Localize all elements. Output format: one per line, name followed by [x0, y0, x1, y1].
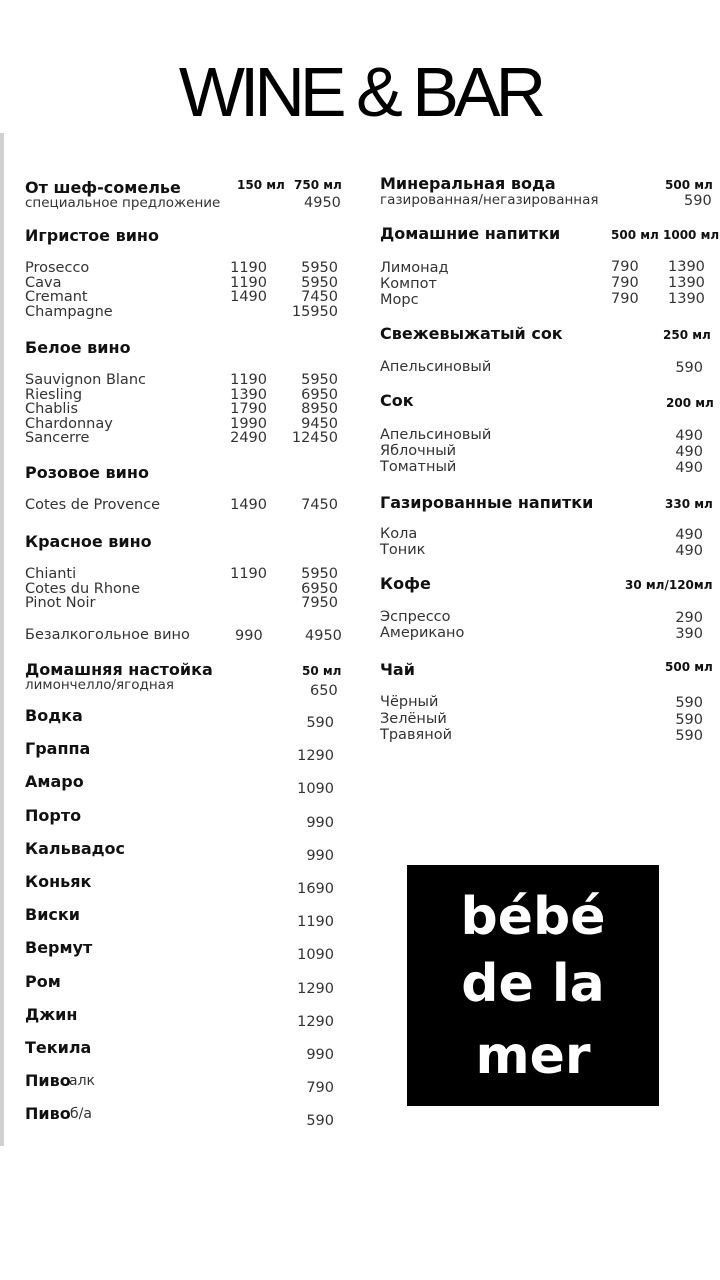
tea-vol: 500 мл	[665, 660, 713, 674]
spirit-price: 1090	[297, 781, 334, 798]
spirit-name: Пиво	[25, 1104, 71, 1124]
spirit-price: 1290	[297, 1013, 334, 1030]
col-header-150: 150 мл	[237, 178, 285, 192]
spirit-price: 990	[306, 1047, 334, 1063]
section-nastoyka-title: Домашняя настойка	[25, 660, 213, 679]
list-item-price: 590	[675, 728, 703, 744]
col-header-750: 750 мл	[294, 178, 342, 192]
list-item-name: Prosecco	[25, 260, 90, 276]
list-item-price-150: 2490	[230, 430, 267, 446]
list-item-price-750: 7450	[301, 497, 338, 513]
list-item-name: Компот	[380, 276, 437, 292]
spirit-price: 990	[306, 814, 334, 831]
spirit-name: Водка	[25, 706, 83, 725]
section-sparkling-title: Игристое вино	[25, 226, 159, 245]
list-item-price: 590	[675, 711, 703, 728]
list-item-name: Травяной	[380, 727, 452, 743]
list-item-price-750: 7950	[301, 595, 338, 611]
spirit-price: 1290	[297, 980, 334, 997]
list-item-name: Чёрный	[380, 694, 439, 710]
spirit-name: Пиво	[25, 1071, 71, 1091]
list-item-price: 290	[675, 610, 703, 626]
list-item-name: Chianti	[25, 566, 77, 582]
list-item-price: 490	[675, 543, 703, 559]
left-edge-divider	[0, 133, 4, 1146]
spirit-price: 590	[306, 715, 334, 731]
spirit-price: 1190	[297, 914, 334, 931]
logo-line-2: de la	[461, 954, 605, 1014]
spirit-name: Амаро	[25, 772, 84, 792]
spirit-name: Коньяк	[25, 872, 92, 891]
list-item-price-750: 5950	[301, 274, 338, 291]
section-water-title: Минеральная вода	[380, 174, 556, 193]
spirit-name: Граппа	[25, 739, 91, 759]
list-item-price: 490	[675, 527, 703, 543]
nonalc-wine-price2: 4950	[305, 628, 342, 644]
spirit-name: Вермут	[25, 938, 93, 958]
list-item-price-150: 1390	[230, 386, 267, 403]
list-item-price: 490	[675, 460, 703, 476]
list-item-price-750: 5950	[301, 372, 338, 388]
list-item-price-500: 790	[611, 275, 639, 291]
list-item-price-500: 790	[611, 259, 639, 275]
list-item-name: Cotes de Provence	[25, 497, 161, 513]
juice-vol: 200 мл	[666, 396, 714, 410]
list-item-price-150: 1190	[230, 260, 267, 276]
page-title: WINE & BAR	[178, 53, 542, 131]
spirit-price: 1090	[297, 947, 334, 964]
list-item-price-150: 1990	[230, 415, 267, 432]
list-item-name: Riesling	[25, 386, 83, 403]
list-item-name: Cava	[25, 274, 62, 291]
list-item-name: Эспрессо	[380, 609, 451, 625]
list-item-price-150: 1190	[230, 566, 267, 582]
list-item-price: 390	[675, 626, 703, 642]
section-sommelier-title: От шеф-сомелье	[25, 178, 181, 197]
list-item-price-1000: 1390	[668, 291, 705, 307]
list-item-price-150: 1790	[230, 401, 267, 417]
section-rose-title: Розовое вино	[25, 463, 149, 482]
coffee-vol: 30 мл/120мл	[625, 578, 713, 592]
spirit-price: 590	[306, 1113, 334, 1130]
nastoyka-sub: лимончелло/ягодная	[25, 677, 175, 693]
list-item-price-750: 6950	[301, 580, 338, 597]
logo-line-1: bébé	[460, 887, 606, 947]
list-item-price-750: 12450	[291, 430, 338, 446]
soda-vol: 330 мл	[665, 497, 713, 511]
list-item-name: Champagne	[25, 303, 113, 320]
list-item-name: Американо	[380, 625, 465, 641]
spirit-suffix: б/а	[70, 1106, 92, 1123]
nastoyka-vol: 50 мл	[302, 664, 342, 678]
list-item-name: Апельсиновый	[380, 427, 492, 443]
list-item-name: Sauvignon Blanc	[25, 372, 146, 388]
nastoyka-price: 650	[310, 683, 338, 699]
list-item-price-750: 5950	[301, 566, 338, 582]
list-item-name: Cotes du Rhone	[25, 580, 141, 597]
list-item-price-500: 790	[611, 291, 639, 307]
section-fresh-title: Свежевыжатый сок	[380, 324, 563, 343]
list-item-price-150: 1190	[230, 372, 267, 388]
list-item-price-750: 15950	[291, 303, 338, 320]
water-sub: газированная/негазированная	[380, 192, 599, 208]
nonalc-wine-price1: 990	[235, 628, 263, 644]
list-item-price-750: 5950	[301, 260, 338, 276]
spirit-price: 1690	[297, 881, 334, 897]
list-item-name: Томатный	[380, 459, 457, 475]
list-item-name: Зелёный	[380, 710, 447, 727]
list-item-price: 590	[675, 360, 703, 376]
section-soda-title: Газированные напитки	[380, 493, 594, 512]
spirit-name: Ром	[25, 971, 61, 991]
section-juice-title: Сок	[380, 391, 414, 410]
list-item-price-750: 7450	[301, 289, 338, 305]
list-item-name: Тоник	[380, 542, 426, 558]
spirit-suffix: алк	[69, 1073, 95, 1090]
list-item-name: Апельсиновый	[380, 359, 492, 375]
list-item-price-750: 6950	[301, 386, 338, 403]
nonalc-wine-name: Безалкогольное вино	[25, 627, 190, 643]
list-item-price-150: 1490	[230, 497, 267, 513]
list-item-price: 490	[675, 444, 703, 460]
list-item-price-750: 8950	[301, 401, 338, 417]
section-home-title: Домашние напитки	[380, 224, 561, 243]
spirit-name: Кальвадос	[25, 838, 126, 858]
list-item-price-150: 1490	[230, 289, 267, 305]
section-red-title: Красное вино	[25, 532, 152, 551]
list-item-name: Лимонад	[380, 260, 449, 276]
list-item-price: 590	[675, 695, 703, 711]
list-item-name: Морс	[380, 292, 419, 308]
list-item-price-1000: 1390	[668, 259, 705, 275]
list-item-name: Кола	[380, 526, 418, 542]
list-item-name: Sancerre	[25, 430, 90, 446]
spirit-price: 790	[306, 1080, 334, 1097]
bebe-de-la-mer-logo	[407, 865, 659, 1106]
spirit-price: 990	[306, 847, 334, 864]
list-item-price-750: 9450	[301, 415, 338, 432]
list-item-name: Pinot Noir	[25, 595, 96, 611]
water-vol: 500 мл	[665, 178, 713, 192]
list-item-price-1000: 1390	[668, 275, 705, 291]
spirit-name: Виски	[25, 905, 80, 925]
spirit-name: Текила	[25, 1038, 92, 1057]
list-item-name: Chablis	[25, 401, 79, 417]
water-price: 590	[684, 193, 712, 209]
list-item-name: Яблочный	[380, 443, 457, 459]
spirit-price: 1290	[297, 748, 334, 765]
section-coffee-title: Кофе	[380, 574, 431, 593]
spirit-name: Порто	[25, 805, 82, 825]
list-item-name: Cremant	[25, 289, 88, 305]
list-item-price: 490	[675, 428, 703, 444]
logo-line-3: mer	[475, 1026, 591, 1086]
section-tea-title: Чай	[380, 660, 415, 679]
section-sommelier-sub: специальное предложение	[25, 195, 221, 211]
fresh-vol: 250 мл	[663, 328, 711, 342]
section-white-title: Белое вино	[25, 338, 131, 357]
sommelier-price: 4950	[304, 195, 341, 211]
home-vol: 500 мл 1000 мл	[611, 228, 720, 242]
list-item-name: Chardonnay	[25, 415, 113, 432]
list-item-price-150: 1190	[230, 274, 267, 291]
spirit-name: Джин	[25, 1004, 78, 1024]
